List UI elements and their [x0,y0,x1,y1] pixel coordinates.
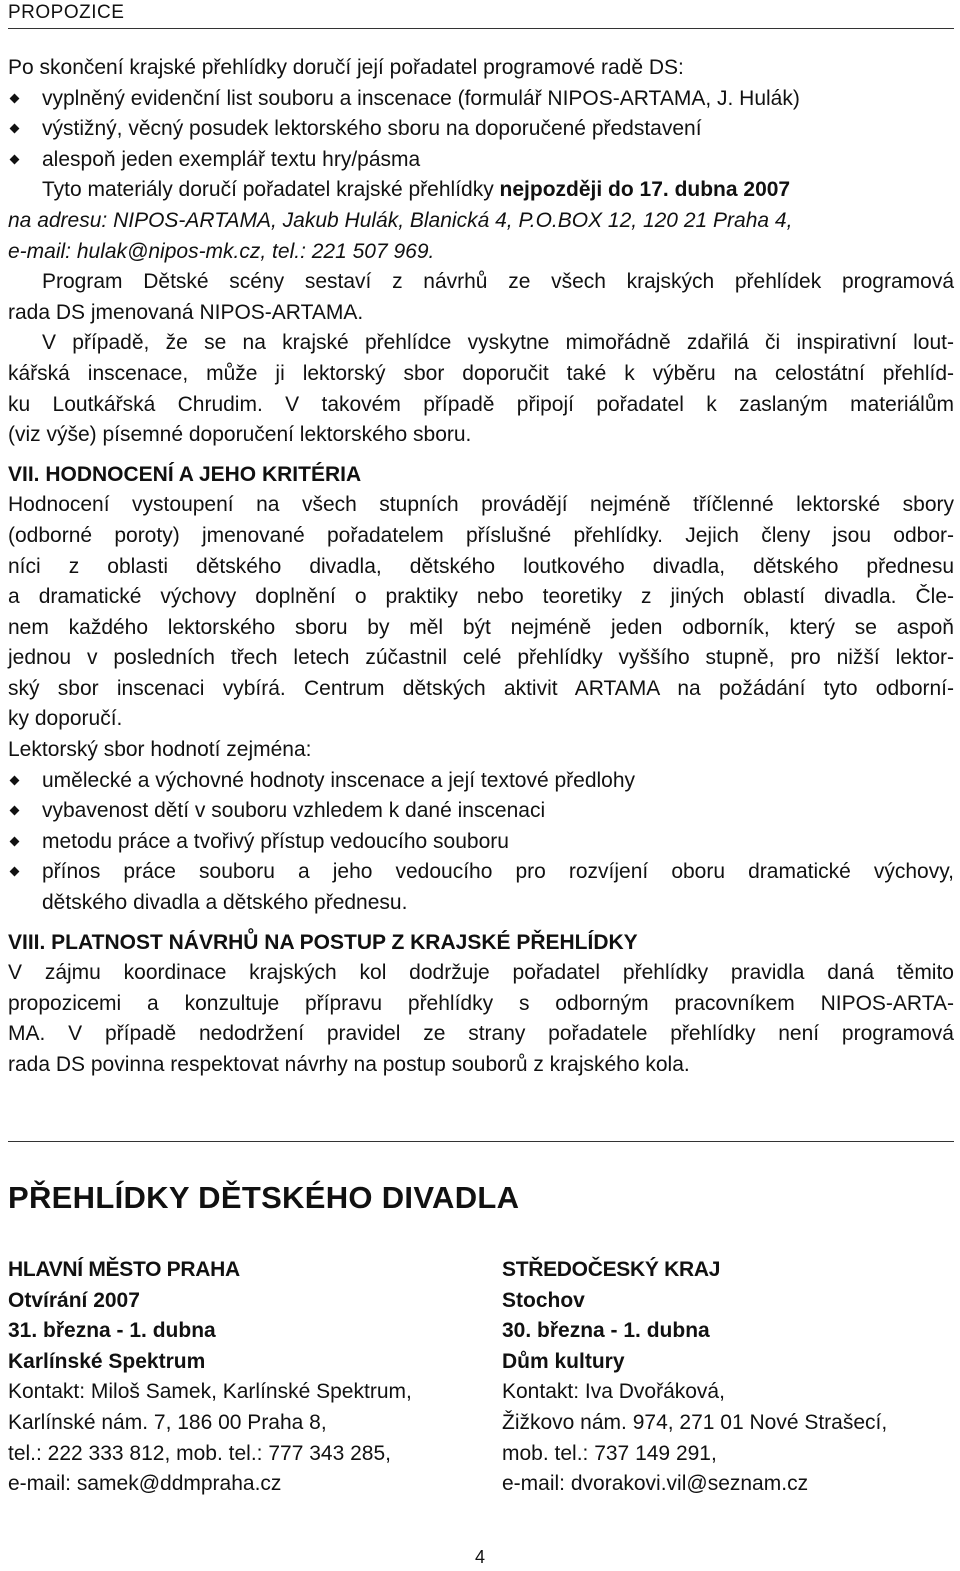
paragraph-line: rada DS povinna respektovat návrhy na postup souborů z krajského kola. [8,1053,690,1076]
festival-region: HLAVNÍ MĚSTO PRAHA [8,1258,240,1281]
list-item: výstižný, věcný posudek lektorského sboru na doporučené představení [8,114,954,145]
festival-name: Stochov [502,1288,585,1312]
diamond-bullet-icon [10,867,20,877]
list-item: metodu práce a tvořivý přístup vedoucího souboru [8,827,954,858]
festival-region: STŘEDOČESKÝ KRAJ [502,1258,721,1281]
paragraph-line: nem každého lektorského sboru by měl být nejméně jeden odborník, který se aspoň [8,615,954,639]
diamond-bullet-icon [10,806,20,816]
festival-address: Karlínské nám. 7, 186 00 Praha 8, [8,1410,327,1434]
paragraph-line: ku Loutkářská Chrudim. V takovém případě připojí pořadatel k zaslaným materiálům [8,392,954,416]
contact-line: e-mail: hulak@nipos-mk.cz, tel.: 221 507 969. [8,239,435,263]
festival-venue: Dům kultury [502,1349,625,1373]
paragraph-line: kářská inscenace, může ji lektorský sbor doporučit také k výběru na celostátní přehlíd- [8,361,954,385]
deadline-date: nejpozději do 17. dubna 2007 [499,178,791,202]
list-item: vyplněný evidenční list souboru a inscenace (formulář NIPOS-ARTAMA, J. Hulák) [8,84,954,115]
paragraph-line: MA. V případě nedodržení pravidel ze strany pořadatele přehlídky není programová [8,1022,954,1046]
page-header [8,0,954,29]
festival-email: e-mail: samek@ddmpraha.cz [8,1472,282,1496]
festivals-title: PŘEHLÍDKY DĚTSKÉHO DIVADLA [8,1180,520,1215]
festival-card-stredocesky [502,1255,960,1500]
festival-card-praha [8,1255,478,1500]
festival-phone: tel.: 222 333 812, mob. tel.: 777 343 285, [8,1441,391,1465]
list-item: přínos práce souboru a jeho vedoucího pro rozvíjení oboru dramatické výchovy, [8,857,954,888]
header-label: PROPOZICE [8,2,125,23]
diamond-bullet-icon [10,836,20,846]
festival-email: e-mail: dvorakovi.vil@seznam.cz [502,1472,809,1496]
paragraph-line: V případě, že se na krajské přehlídce vyskytne mimořádně zdařilá či inspirativní lout- [42,331,954,355]
criteria-intro: Lektorský sbor hodnotí zejména: [8,738,312,762]
list-item: umělecké a výchovné hodnoty inscenace a její textové předlohy [8,766,954,797]
paragraph-line: ky doporučí. [8,707,123,731]
page-number: 4 [474,1547,485,1567]
festival-dates: 31. března - 1. dubna [8,1319,216,1343]
festival-dates: 30. března - 1. dubna [502,1319,710,1343]
paragraph-line: rada DS jmenovaná NIPOS-ARTAMA. [8,300,364,324]
document-body [8,53,954,1081]
festival-contact: Kontakt: Iva Dvořáková, [502,1380,725,1404]
paragraph-line: Program Dětské scény sestaví z návrhů ze všech krajských přehlídek programová [42,270,954,294]
paragraph-line: a dramatické výchovy doplnění o praktiky nebo teoretiky z jiných oblastí divadla. Čle- [8,585,954,609]
list-item-continuation: dětského divadla a dětského přednesu. [42,891,408,915]
festival-phone: mob. tel.: 737 149 291, [502,1441,717,1465]
paragraph-line: V zájmu koordinace krajských kol dodržuje pořadatel přehlídky pravidla daná těmito [8,961,954,985]
paragraph-line: (viz výše) písemné doporučení lektorského sboru. [8,423,472,447]
paragraph-line: propozicemi a konzultuje přípravu přehlídky s odborným pracovníkem NIPOS-ARTA- [8,991,954,1015]
diamond-bullet-icon [10,124,20,134]
section-heading: VII. HODNOCENÍ A JEHO KRITÉRIA [8,462,362,486]
diamond-bullet-icon [10,775,20,785]
intro-line: Po skončení krajské přehlídky doručí její pořadatel programové radě DS: [8,56,684,79]
paragraph-line: (odborné poroty) jmenované pořadatelem příslušné přehlídky. Jejich členy jsou odbor- [8,523,954,547]
address-line: na adresu: NIPOS-ARTAMA, Jakub Hulák, Blanická 4, P.O.BOX 12, 120 21 Praha 4, [8,208,793,232]
list-item: vybavenost dětí v souboru vzhledem k dané inscenaci [8,796,954,827]
festival-contact: Kontakt: Miloš Samek, Karlínské Spektrum, [8,1380,412,1404]
festival-name: Otvírání 2007 [8,1288,140,1312]
paragraph-line: ský sbor inscenaci vybírá. Centrum dětských aktivit ARTAMA na požádání tyto odborní- [8,676,954,700]
paragraph-line: níci z oblasti dětského divadla, dětského loutkového divadla, dětského přednesu [8,554,954,578]
festival-address: Žižkovo nám. 974, 271 01 Nové Strašecí, [502,1410,888,1434]
diamond-bullet-icon [10,93,20,103]
section-heading: VIII. PLATNOST NÁVRHŮ NA POSTUP Z KRAJSKÉ PŘEHLÍDKY [8,930,638,954]
deadline-line: Tyto materiály doručí pořadatel krajské přehlídky nejpozději do 17. dubna 2007 [42,178,791,202]
paragraph-line: Hodnocení vystoupení na všech stupních provádějí nejméně tříčlenné lektorské sbory [8,493,954,517]
diamond-bullet-icon [10,154,20,164]
section-divider [8,1141,954,1142]
paragraph-line: jednou v posledních třech letech zúčastnil celé přehlídky vyššího stupně, pro nižší lektor- [8,646,954,670]
list-item: alespoň jeden exemplář textu hry/pásma [8,145,954,176]
festival-venue: Karlínské Spektrum [8,1349,206,1373]
